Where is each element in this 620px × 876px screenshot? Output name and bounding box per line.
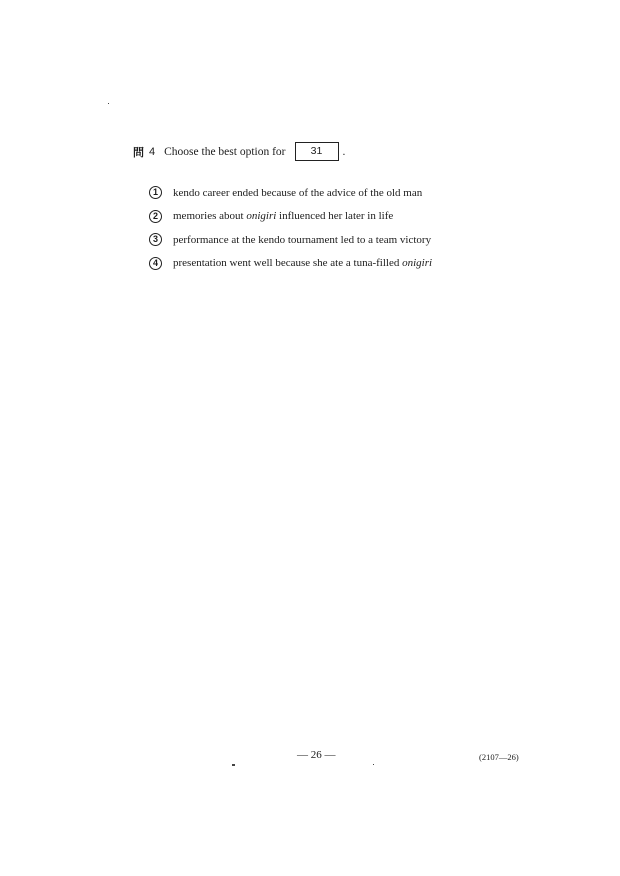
page-number: — 26 —	[297, 749, 336, 761]
option-2	[149, 205, 432, 229]
question-label-kanji: 問	[133, 145, 144, 159]
option-text-part: presentation went well because she ate a tuna-filled	[173, 257, 403, 270]
page-code: (2107—26)	[479, 752, 519, 762]
scan-speck	[108, 103, 109, 104]
option-text	[173, 257, 432, 269]
option-text	[173, 187, 422, 199]
question-line	[133, 142, 345, 161]
question-number: 4	[149, 145, 156, 158]
option-text-italic: onigiri	[402, 257, 433, 270]
question-prompt: Choose the best option for	[164, 145, 286, 158]
option-list	[149, 181, 432, 275]
option-text-part: influenced her later in life	[276, 210, 394, 223]
option-text-part: memories about	[173, 210, 247, 223]
option-marker: 4	[149, 257, 162, 270]
option-4	[149, 252, 432, 276]
option-text-italic: onigiri	[246, 210, 277, 223]
option-text-part: kendo career ended because of the advice of the old man	[173, 186, 423, 199]
option-text	[173, 234, 431, 246]
scan-speck	[373, 764, 374, 765]
option-marker: 1	[149, 186, 162, 199]
option-marker: 3	[149, 233, 162, 246]
option-3	[149, 228, 432, 252]
question-end-punctuation: .	[342, 145, 346, 158]
option-text-part: performance at the kendo tournament led to a team victory	[173, 233, 432, 246]
scan-speck	[232, 764, 235, 766]
answer-box: 31	[295, 142, 339, 161]
option-text	[173, 210, 393, 222]
option-marker: 2	[149, 210, 162, 223]
option-1	[149, 181, 432, 205]
